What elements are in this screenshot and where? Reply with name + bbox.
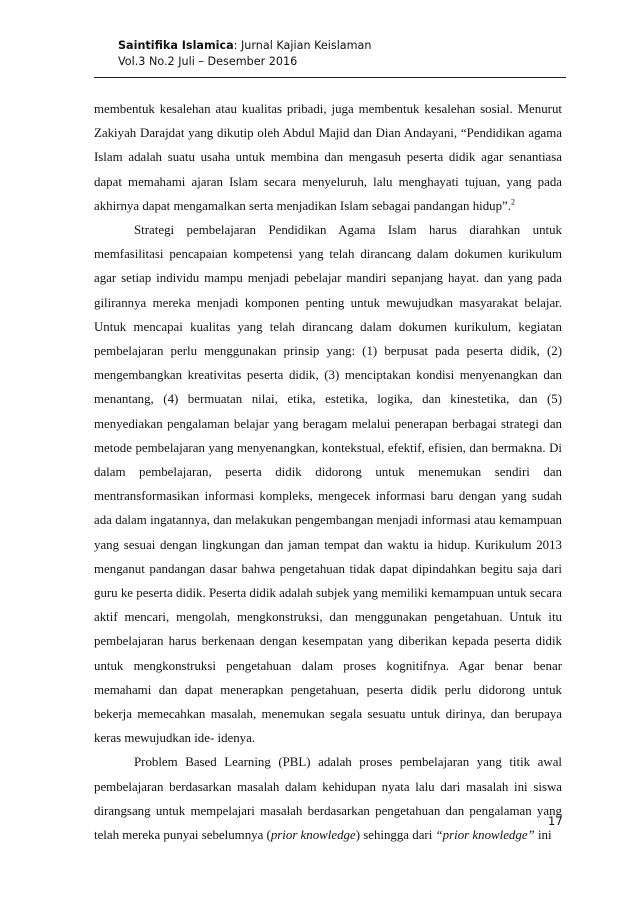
journal-subtitle: : Jurnal Kajian Keislaman <box>233 39 372 52</box>
paragraph-3-text-b: ) sehingga dari <box>355 828 436 843</box>
footnote-marker: 2 <box>511 197 516 207</box>
paragraph-2: Strategi pembelajaran Pendidikan Agama Islam harus diarahkan untuk memfasilitasi pencapaian kompetensi yang telah dirancang dalam dokumen kurikulum agar setiap individu mampu menjadi pebelajar mandiri sepanjang hayat. dan yang pada gilirannya mereka menjadi komponen penting untuk mewujudkan masyarakat belajar. Untuk mencapai kualitas yang telah dirancang dalam dokumen kurikulum, kegiatan pembelajaran perlu menggunakan prinsip yang: (1) berpusat pada peserta didik, (2) mengembangkan kreativitas peserta didik, (3) menciptakan kondisi menyenangkan dan menantang, (4) bermuatan nilai, etika, estetika, logika, dan kinestetika, dan (5) menyediakan pengalaman belajar yang beragam melalui penerapan berbagai strategi dan metode pembelajaran yang menyenangkan, kontekstual, efektif, efisien, dan bermakna. Di dalam pembelajaran, peserta didik didorong untuk menemukan sendiri dan mentransformasikan informasi kompleks, mengecek informasi baru dengan yang sudah ada dalam ingatannya, dan melakukan pengembangan menjadi informasi atau kemampuan yang sesuai dengan lingkungan dan jaman tempat dan waktu ia hidup. Kurikulum 2013 menganut pandangan dasar bahwa pengetahuan tidak dapat dipindahkan begitu saja dari guru ke peserta didik. Peserta didik adalah subjek yang memiliki kemampuan untuk secara aktif mencari, mengolah, mengkonstruksi, dan menggunakan pengetahuan. Untuk itu pembelajaran harus berkenaan dengan kesempatan yang diberikan kepada peserta didik untuk mengkonstruksi pengetahuan dalam proses kognitifnya. Agar benar benar memahami dan dapat menerapkan pengetahuan, peserta didik perlu didorong untuk bekerja memecahkan masalah, menemukan segala sesuatu untuk dirinya, dan berupaya keras mewujudkan ide- idenya. <box>94 223 562 746</box>
journal-title-line <box>118 38 372 54</box>
volume-line: Vol.3 No.2 Juli – Desember 2016 <box>118 55 298 68</box>
paragraph-1 <box>94 97 562 218</box>
page-number: 17 <box>548 814 563 828</box>
header-divider <box>94 77 566 78</box>
journal-name: Saintifika Islamica <box>118 39 234 52</box>
paragraph-3-text-c: ini <box>534 828 552 843</box>
paragraph-1-text: membentuk kesalehan atau kualitas pribadi, juga membentuk kesalehan sosial. Menurut Zakiyah Darajdat yang dikutip oleh Abdul Majid dan Dian Andayani, “Pendidikan agama Islam adalah suatu usaha untuk membina dan mengasuh peserta didik agar senantiasa dapat memahami ajaran Islam secara menyeluruh, lalu menghayati tujuan, yang pada akhirnya dapat mengamalkan serta menjadikan Islam sebagai pandangan hidup”. <box>94 102 562 213</box>
term-prior-knowledge-quoted: “prior knowledge” <box>435 828 535 843</box>
article-body <box>94 97 562 847</box>
term-prior-knowledge: prior knowledge <box>270 828 356 843</box>
running-header <box>118 38 372 70</box>
paragraph-3 <box>94 750 562 847</box>
paragraph-3-text-a: Problem Based Learning (PBL) adalah proses pembelajaran yang titik awal pembelajaran berdasarkan masalah dalam kehidupan nyata lalu dari masalah ini siswa dirangsang untuk mempelajari masalah berdasarkan pengetahuan dan pengalaman yang telah mereka punyai sebelumnya ( <box>94 755 562 843</box>
